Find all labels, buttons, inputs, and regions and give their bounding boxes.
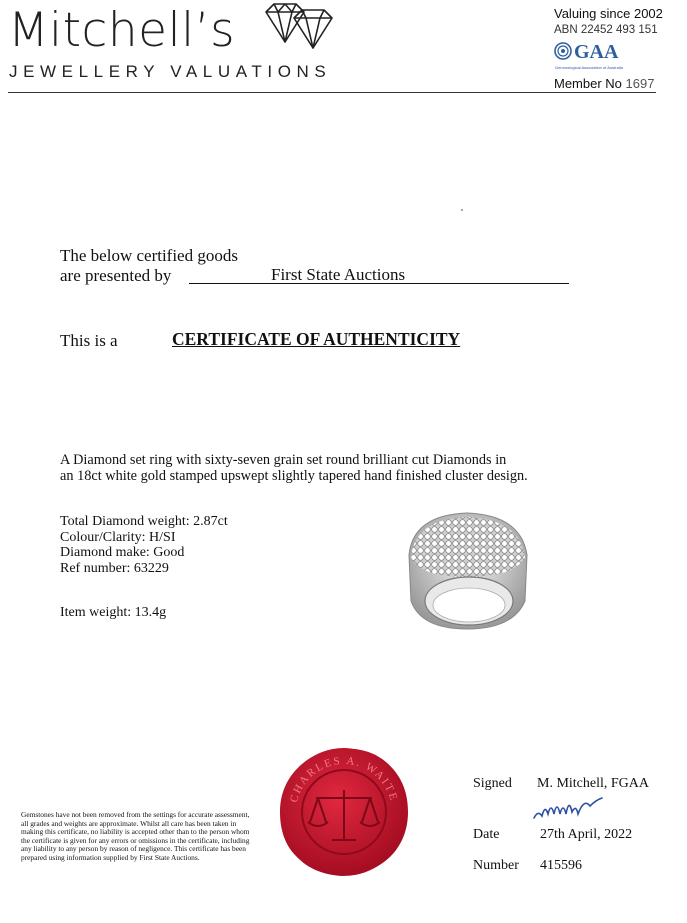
header-divider [8,92,656,93]
certificate-prefix: This is a [60,331,118,350]
diamond-make: Diamond make: Good [60,545,185,560]
ref-number: Ref number: 63229 [60,560,169,576]
certificate-number: 415596 [540,858,582,873]
date-value: 27th April, 2022 [540,827,633,842]
member-number [554,76,654,91]
ring-photo [403,505,533,640]
disclaimer: Gemstones have not been removed from the settings for accurate assessment, all grades and weights are approximate. Whilst all care has been taken in making this certificate, no liability is accepted other than to the person whom the certificate is given for any errors or omissions in the certificate, including any liability to any person by reason of negligence. This certificate has been prepared using information supplied by First State Auctions. [21,810,250,862]
presenter-name: First State Auctions [271,265,406,284]
item-specs [60,514,228,576]
gaa-subtext: Gemmological Association of Australia [555,65,623,70]
diamond-logo-icon [262,2,334,57]
speck [461,209,463,211]
signer-name: M. Mitchell, FGAA [537,776,649,791]
handwritten-signature [532,796,604,827]
gaa-logo-text: GAA [574,41,619,63]
number-label: Number [473,858,519,873]
item-description [60,452,528,484]
valuing-since: Valuing since 2002 [554,6,663,21]
certificate-title: CERTIFICATE OF AUTHENTICITY [172,329,461,349]
date-label: Date [473,827,500,842]
seal-text: CHARLES A. WAITE [287,754,400,804]
signed-label: Signed [473,776,512,791]
description-line-2: an 18ct white gold stamped upswept slightly tapered hand finished cluster design. [60,468,528,484]
item-weight: Item weight: 13.4g [60,605,167,620]
total-diamond-weight: Total Diamond weight: 2.87ct [60,514,228,529]
intro-line-2: are presented by [60,266,172,285]
member-number-value: 1697 [625,76,655,91]
description-line-1: A Diamond set ring with sixty-seven grain set round brilliant cut Diamonds in [60,452,507,468]
brand-name: Mitchell’s [8,3,236,58]
member-label: Member No [554,76,622,91]
tagline: JEWELLERY VALUATIONS [9,62,332,81]
gaa-emblem-icon [554,42,572,65]
colour-clarity: Colour/Clarity: H/SI [60,529,176,545]
wax-seal [278,746,410,883]
abn-number: ABN 22452 493 151 [554,24,658,36]
intro-line-1: The below certified goods [60,246,238,265]
